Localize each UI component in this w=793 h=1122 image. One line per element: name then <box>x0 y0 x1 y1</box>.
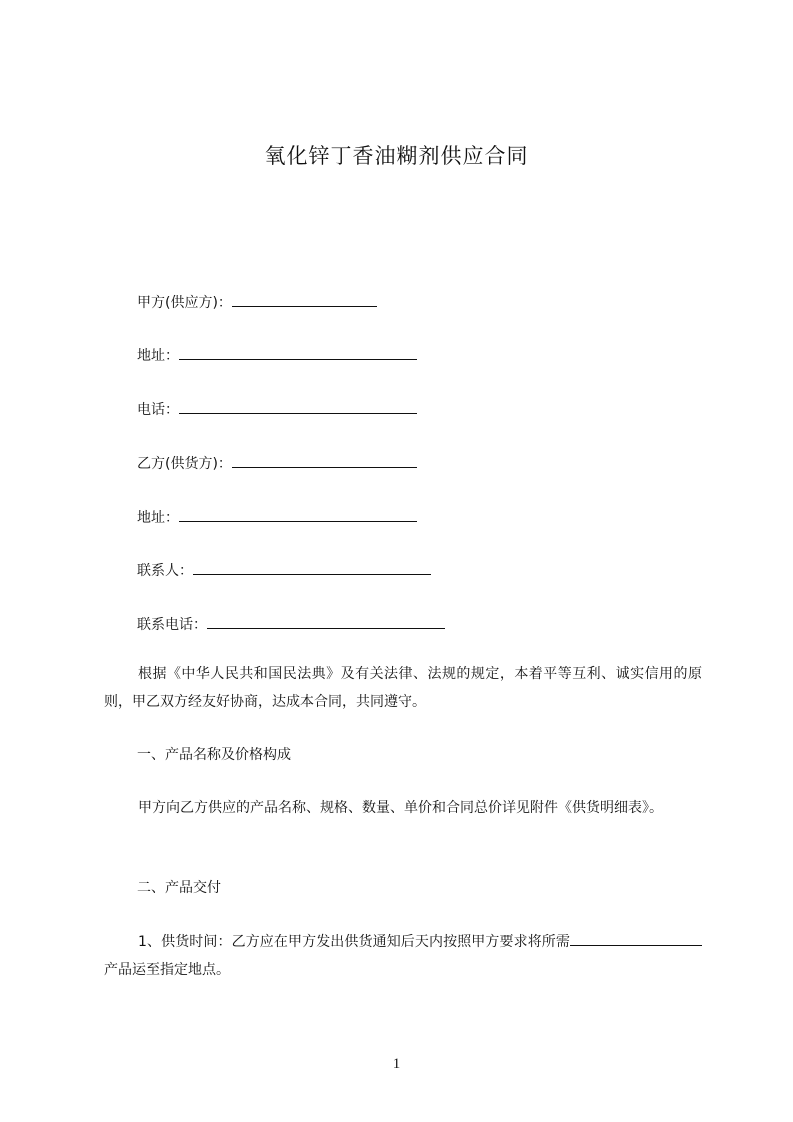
party-a-phone-blank[interactable] <box>179 399 417 414</box>
party-b-address-blank[interactable] <box>179 507 417 522</box>
document-title: 氧化锌丁香油糊剂供应合同 <box>264 144 529 168</box>
intro-paragraph: 根据《中华人民共和国民法典》及有关法律、法规的规定，本着平等互利、诚实信用的原则，甲乙双方经友好协商，达成本合同，共同遵守。 <box>104 666 702 710</box>
party-a-blank[interactable] <box>232 292 377 307</box>
party-b-label: 乙方(供货方)： <box>137 456 232 472</box>
section-2-item-1 <box>104 928 702 984</box>
party-a-phone-field <box>137 399 417 420</box>
party-a-address-field <box>137 345 417 366</box>
contact-person-blank[interactable] <box>193 560 431 575</box>
contact-person-label: 联系人： <box>137 563 193 579</box>
party-a-label: 甲方(供应方)： <box>137 295 232 311</box>
party-a-phone-label: 电话： <box>137 402 179 418</box>
party-b-address-field <box>137 507 417 528</box>
page-number: 1 <box>392 1056 401 1072</box>
section-1-body: 甲方向乙方供应的产品名称、规格、数量、单价和合同总价详见附件《供货明细表》。 <box>138 800 663 816</box>
contact-phone-field <box>137 614 445 635</box>
section-2-item-1-tail: 产品运至指定地点。 <box>104 962 230 978</box>
contact-phone-blank[interactable] <box>207 614 445 629</box>
party-b-blank[interactable] <box>232 453 417 468</box>
party-a-field <box>137 292 377 313</box>
party-a-address-blank[interactable] <box>179 345 417 360</box>
required-product-blank-1[interactable] <box>570 931 636 946</box>
section-1-heading: 一、产品名称及价格构成 <box>137 747 291 763</box>
contact-person-field <box>137 560 431 581</box>
section-2-item-1-text: 1、供货时间：乙方应在甲方发出供货通知后天内按照甲方要求将所需 <box>138 934 570 950</box>
party-b-address-label: 地址： <box>137 510 179 526</box>
party-b-field <box>137 453 417 474</box>
contact-phone-label: 联系电话： <box>137 617 207 633</box>
party-a-address-label: 地址： <box>137 348 179 364</box>
required-product-blank-2[interactable] <box>636 931 702 946</box>
section-2-heading: 二、产品交付 <box>137 880 221 896</box>
